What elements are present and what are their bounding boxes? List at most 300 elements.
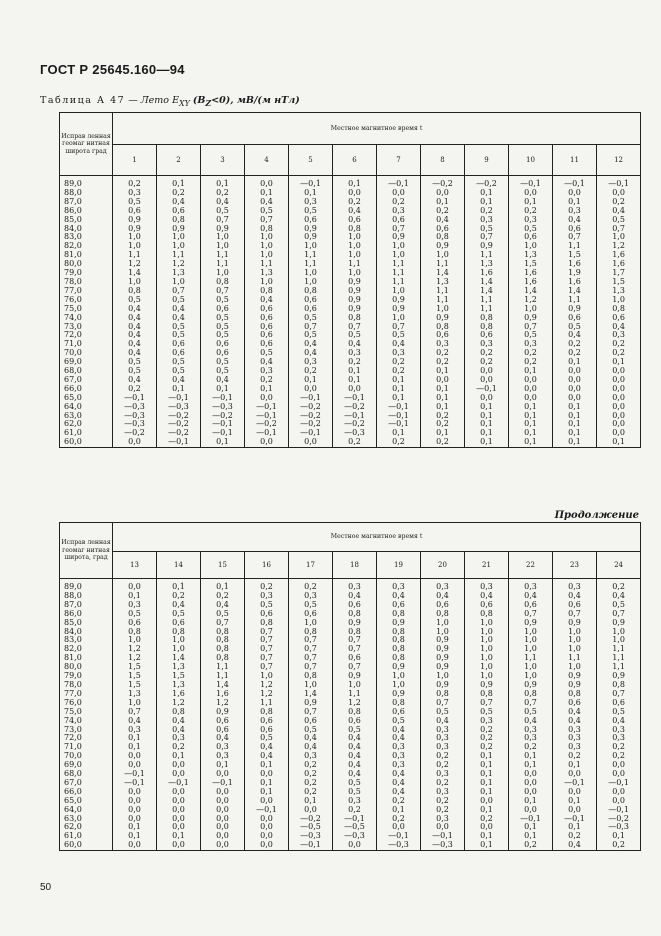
value-cell: 0,0 <box>333 385 377 394</box>
value-cell: 0,3 <box>377 349 421 358</box>
value-cell: 0,3 <box>113 189 157 198</box>
value-cell: 1,0 <box>289 242 333 251</box>
value-cell: 0,5 <box>289 726 333 735</box>
continued-label: Продолжение <box>554 510 639 521</box>
value-cell: 0,9 <box>333 619 377 628</box>
value-cell: 1,3 <box>157 269 201 278</box>
value-cell: 0,0 <box>289 385 333 394</box>
value-cell: 0,0 <box>113 579 157 592</box>
value-cell: 1,1 <box>201 251 245 260</box>
value-cell: 0,8 <box>245 708 289 717</box>
value-cell: —0,1 <box>245 806 289 815</box>
value-cell: 0,8 <box>509 690 553 699</box>
value-cell: 0,0 <box>113 797 157 806</box>
latitude-cell: 70,0 <box>60 752 113 761</box>
value-cell: 1,6 <box>509 278 553 287</box>
value-cell: 1,0 <box>421 672 465 681</box>
table-row <box>60 681 641 690</box>
value-cell: 0,7 <box>201 216 245 225</box>
value-cell: 1,0 <box>509 663 553 672</box>
value-cell: —0,1 <box>113 394 157 403</box>
column-header: 24 <box>597 552 641 579</box>
value-cell: 1,4 <box>157 654 201 663</box>
row-header: Исправ ленная геомаг нитная широта, град <box>60 523 113 579</box>
value-cell: 0,1 <box>245 761 289 770</box>
value-cell: 0,9 <box>201 225 245 234</box>
value-cell: 1,3 <box>597 287 641 296</box>
value-cell: 1,0 <box>113 242 157 251</box>
value-cell: 0,1 <box>377 806 421 815</box>
value-cell: 0,0 <box>245 770 289 779</box>
value-cell: 1,0 <box>377 242 421 251</box>
value-cell: 1,0 <box>333 233 377 242</box>
value-cell: 0,0 <box>201 788 245 797</box>
value-cell: 0,3 <box>553 207 597 216</box>
value-cell: 0,5 <box>201 610 245 619</box>
value-cell: 0,5 <box>245 601 289 610</box>
value-cell: 0,0 <box>201 823 245 832</box>
table-row <box>60 797 641 806</box>
value-cell: —0,2 <box>289 420 333 429</box>
table-row <box>60 207 641 216</box>
table-row <box>60 242 641 251</box>
value-cell: 0,0 <box>289 438 333 447</box>
value-cell: 0,6 <box>289 717 333 726</box>
value-cell: 0,1 <box>157 579 201 592</box>
value-cell: 0,4 <box>421 717 465 726</box>
value-cell: 0,2 <box>421 797 465 806</box>
table-row <box>60 708 641 717</box>
value-cell: 0,8 <box>597 305 641 314</box>
value-cell: 1,1 <box>421 260 465 269</box>
value-cell: 0,6 <box>333 601 377 610</box>
value-cell: 1,3 <box>465 260 509 269</box>
value-cell: 1,0 <box>157 636 201 645</box>
value-cell: 1,0 <box>113 278 157 287</box>
value-cell: 0,1 <box>509 797 553 806</box>
latitude-cell: 61,0 <box>60 429 113 438</box>
value-cell: 0,1 <box>509 752 553 761</box>
value-cell: —0,2 <box>421 176 465 189</box>
value-cell: —0,1 <box>245 429 289 438</box>
table-caption <box>40 95 300 108</box>
value-cell: 0,3 <box>289 592 333 601</box>
table-row <box>60 403 641 412</box>
value-cell: 1,0 <box>377 681 421 690</box>
value-cell: 0,6 <box>245 323 289 332</box>
value-cell: 0,2 <box>377 797 421 806</box>
value-cell: —0,1 <box>201 779 245 788</box>
value-cell: 0,2 <box>597 752 641 761</box>
value-cell: 0,0 <box>553 367 597 376</box>
value-cell: 0,1 <box>465 770 509 779</box>
value-cell: 0,1 <box>553 797 597 806</box>
value-cell: 0,5 <box>377 331 421 340</box>
group-header: Местное магнитное время t <box>113 523 641 552</box>
value-cell: 0,3 <box>553 743 597 752</box>
value-cell: —0,1 <box>597 779 641 788</box>
value-cell: 0,0 <box>509 779 553 788</box>
value-cell: —0,3 <box>157 403 201 412</box>
value-cell: 0,0 <box>201 815 245 824</box>
value-cell: 0,2 <box>421 420 465 429</box>
latitude-cell: 73,0 <box>60 323 113 332</box>
value-cell: 0,6 <box>597 699 641 708</box>
value-cell: —0,1 <box>201 429 245 438</box>
value-cell: 0,2 <box>289 761 333 770</box>
value-cell: —0,1 <box>333 394 377 403</box>
value-cell: 0,8 <box>245 619 289 628</box>
value-cell: 0,8 <box>421 690 465 699</box>
value-cell: 0,8 <box>201 278 245 287</box>
value-cell: 0,9 <box>421 242 465 251</box>
value-cell: 0,0 <box>157 770 201 779</box>
value-cell: 0,4 <box>157 726 201 735</box>
value-cell: 0,4 <box>333 761 377 770</box>
table-row <box>60 717 641 726</box>
value-cell: —0,2 <box>245 420 289 429</box>
caption-season: Лето <box>140 95 170 106</box>
value-cell: 0,4 <box>157 601 201 610</box>
value-cell: 0,0 <box>157 788 201 797</box>
latitude-cell: 72,0 <box>60 331 113 340</box>
value-cell: 0,1 <box>421 403 465 412</box>
value-cell: —0,5 <box>289 823 333 832</box>
value-cell: 0,1 <box>597 438 641 447</box>
value-cell: 0,0 <box>597 788 641 797</box>
value-cell: 0,6 <box>245 314 289 323</box>
latitude-cell: 77,0 <box>60 690 113 699</box>
value-cell: 0,9 <box>421 654 465 663</box>
table-row <box>60 412 641 421</box>
value-cell: 1,0 <box>465 654 509 663</box>
value-cell: 0,2 <box>377 815 421 824</box>
value-cell: 0,7 <box>509 323 553 332</box>
value-cell: 1,0 <box>289 619 333 628</box>
value-cell: 0,2 <box>421 207 465 216</box>
value-cell: 0,1 <box>465 752 509 761</box>
value-cell: 0,3 <box>333 579 377 592</box>
value-cell: —0,1 <box>289 429 333 438</box>
value-cell: 0,1 <box>377 394 421 403</box>
table-row <box>60 654 641 663</box>
latitude-cell: 81,0 <box>60 654 113 663</box>
value-cell: 0,0 <box>597 376 641 385</box>
value-cell: 0,7 <box>245 628 289 637</box>
value-cell: 0,4 <box>113 305 157 314</box>
table-row <box>60 251 641 260</box>
value-cell: 0,2 <box>201 189 245 198</box>
value-cell: 0,2 <box>113 385 157 394</box>
value-cell: 0,5 <box>157 331 201 340</box>
value-cell: 1,1 <box>377 260 421 269</box>
value-cell: 0,5 <box>157 610 201 619</box>
value-cell: 0,4 <box>289 734 333 743</box>
value-cell: 1,1 <box>113 251 157 260</box>
value-cell: 0,0 <box>157 806 201 815</box>
value-cell: 0,0 <box>245 832 289 841</box>
value-cell: 0,2 <box>157 189 201 198</box>
latitude-cell: 83,0 <box>60 233 113 242</box>
value-cell: 0,5 <box>113 610 157 619</box>
value-cell: 0,0 <box>597 420 641 429</box>
value-cell: 0,9 <box>377 305 421 314</box>
value-cell: 0,1 <box>509 412 553 421</box>
value-cell: 0,0 <box>597 412 641 421</box>
value-cell: 0,2 <box>245 579 289 592</box>
table-row <box>60 672 641 681</box>
value-cell: 0,1 <box>333 367 377 376</box>
value-cell: 0,4 <box>597 717 641 726</box>
value-cell: 0,1 <box>465 832 509 841</box>
latitude-cell: 79,0 <box>60 672 113 681</box>
table-row <box>60 628 641 637</box>
value-cell: 0,1 <box>157 176 201 189</box>
value-cell: 1,6 <box>597 260 641 269</box>
value-cell: 0,4 <box>377 779 421 788</box>
value-cell: 0,9 <box>421 636 465 645</box>
value-cell: 0,5 <box>333 788 377 797</box>
value-cell: 0,4 <box>201 198 245 207</box>
value-cell: 0,4 <box>333 752 377 761</box>
value-cell: —0,1 <box>201 394 245 403</box>
latitude-cell: 79,0 <box>60 269 113 278</box>
value-cell: —0,1 <box>509 176 553 189</box>
table-row <box>60 394 641 403</box>
value-cell: 0,4 <box>377 734 421 743</box>
value-cell: 0,8 <box>465 314 509 323</box>
value-cell: 0,1 <box>509 198 553 207</box>
value-cell: 0,0 <box>245 438 289 447</box>
table-row <box>60 815 641 824</box>
column-header: 1 <box>113 145 157 176</box>
value-cell: 0,9 <box>377 296 421 305</box>
value-cell: 0,8 <box>377 645 421 654</box>
latitude-cell: 82,0 <box>60 645 113 654</box>
value-cell: 0,2 <box>465 358 509 367</box>
value-cell: 0,4 <box>157 376 201 385</box>
table-row <box>60 788 641 797</box>
value-cell: 0,4 <box>333 207 377 216</box>
table-row <box>60 579 641 592</box>
value-cell: 0,4 <box>509 717 553 726</box>
value-cell: 0,1 <box>509 823 553 832</box>
value-cell: 0,5 <box>509 331 553 340</box>
value-cell: 0,0 <box>465 376 509 385</box>
value-cell: 0,2 <box>333 358 377 367</box>
value-cell: —0,1 <box>465 385 509 394</box>
value-cell: 0,2 <box>289 770 333 779</box>
table-row <box>60 645 641 654</box>
value-cell: 0,8 <box>333 708 377 717</box>
value-cell: 0,2 <box>465 734 509 743</box>
value-cell: 0,1 <box>421 429 465 438</box>
value-cell: 0,8 <box>421 610 465 619</box>
value-cell: 0,5 <box>201 207 245 216</box>
value-cell: 0,0 <box>157 797 201 806</box>
value-cell: 1,4 <box>113 269 157 278</box>
value-cell: 0,0 <box>597 394 641 403</box>
value-cell: 0,6 <box>245 340 289 349</box>
value-cell: 0,0 <box>201 841 245 850</box>
value-cell: 0,1 <box>113 823 157 832</box>
value-cell: 0,1 <box>553 412 597 421</box>
value-cell: 0,7 <box>289 654 333 663</box>
table-row <box>60 752 641 761</box>
value-cell: 0,2 <box>421 349 465 358</box>
value-cell: 1,1 <box>553 654 597 663</box>
value-cell: 0,9 <box>333 287 377 296</box>
value-cell: 0,2 <box>597 579 641 592</box>
value-cell: 0,6 <box>201 340 245 349</box>
value-cell: 0,4 <box>465 592 509 601</box>
value-cell: 1,0 <box>245 242 289 251</box>
value-cell: 0,9 <box>333 296 377 305</box>
value-cell: 0,3 <box>509 216 553 225</box>
value-cell: 1,0 <box>597 628 641 637</box>
value-cell: 0,1 <box>201 761 245 770</box>
value-cell: 0,6 <box>289 296 333 305</box>
value-cell: 1,4 <box>421 269 465 278</box>
value-cell: 0,5 <box>509 708 553 717</box>
value-cell: 0,4 <box>553 841 597 850</box>
value-cell: 0,8 <box>377 699 421 708</box>
value-cell: 0,5 <box>201 331 245 340</box>
value-cell: 0,9 <box>377 690 421 699</box>
page-number: 50 <box>40 882 52 893</box>
value-cell: 1,0 <box>245 233 289 242</box>
value-cell: 0,3 <box>509 734 553 743</box>
value-cell: 0,2 <box>421 412 465 421</box>
value-cell: 0,3 <box>289 358 333 367</box>
value-cell: 0,1 <box>421 394 465 403</box>
value-cell: 0,5 <box>201 296 245 305</box>
value-cell: 0,9 <box>377 233 421 242</box>
value-cell: —0,3 <box>113 412 157 421</box>
value-cell: 0,8 <box>289 628 333 637</box>
value-cell: 1,0 <box>377 251 421 260</box>
value-cell: 0,6 <box>201 305 245 314</box>
value-cell: 0,6 <box>421 601 465 610</box>
latitude-cell: 88,0 <box>60 592 113 601</box>
table-row <box>60 841 641 850</box>
latitude-cell: 76,0 <box>60 296 113 305</box>
value-cell: 0,8 <box>113 287 157 296</box>
latitude-cell: 66,0 <box>60 385 113 394</box>
value-cell: 0,1 <box>553 429 597 438</box>
value-cell: 1,0 <box>289 681 333 690</box>
value-cell: 0,5 <box>333 779 377 788</box>
value-cell: —0,3 <box>333 832 377 841</box>
value-cell: 1,9 <box>553 269 597 278</box>
value-cell: 0,1 <box>597 358 641 367</box>
value-cell: 0,9 <box>421 663 465 672</box>
latitude-cell: 80,0 <box>60 260 113 269</box>
value-cell: 0,0 <box>157 761 201 770</box>
value-cell: 0,9 <box>333 672 377 681</box>
table-row <box>60 823 641 832</box>
value-cell: 0,0 <box>157 815 201 824</box>
value-cell: 0,1 <box>509 367 553 376</box>
value-cell: 0,4 <box>245 752 289 761</box>
caption-formula: E <box>172 95 179 106</box>
value-cell: 1,0 <box>553 636 597 645</box>
value-cell: 1,1 <box>201 672 245 681</box>
value-cell: 0,0 <box>201 806 245 815</box>
value-cell: 0,0 <box>245 841 289 850</box>
value-cell: 0,9 <box>421 681 465 690</box>
table-row <box>60 770 641 779</box>
value-cell: 0,5 <box>465 225 509 234</box>
value-cell: 1,0 <box>465 645 509 654</box>
value-cell: 0,1 <box>553 198 597 207</box>
value-cell: 0,0 <box>113 815 157 824</box>
value-cell: 0,2 <box>289 788 333 797</box>
value-cell: 0,7 <box>465 699 509 708</box>
value-cell: 0,0 <box>509 806 553 815</box>
value-cell: 1,0 <box>201 242 245 251</box>
value-cell: 0,4 <box>377 770 421 779</box>
table-row <box>60 690 641 699</box>
value-cell: 0,3 <box>465 717 509 726</box>
value-cell: 0,8 <box>465 323 509 332</box>
value-cell: 0,4 <box>113 323 157 332</box>
value-cell: 0,7 <box>289 645 333 654</box>
value-cell: —0,3 <box>289 832 333 841</box>
value-cell: 1,4 <box>465 278 509 287</box>
column-header: 2 <box>157 145 201 176</box>
value-cell: —0,2 <box>113 429 157 438</box>
value-cell: 0,1 <box>377 429 421 438</box>
value-cell: 0,2 <box>377 198 421 207</box>
value-cell: 0,6 <box>333 717 377 726</box>
value-cell: 0,9 <box>333 278 377 287</box>
value-cell: 0,6 <box>201 726 245 735</box>
value-cell: 0,8 <box>465 610 509 619</box>
value-cell: 0,9 <box>509 681 553 690</box>
value-cell: 1,1 <box>553 242 597 251</box>
caption-formula-sub: XY <box>179 98 190 108</box>
value-cell: 0,3 <box>377 207 421 216</box>
value-cell: 0,1 <box>465 841 509 850</box>
value-cell: 0,1 <box>465 438 509 447</box>
value-cell: 0,4 <box>157 198 201 207</box>
value-cell: 0,0 <box>597 429 641 438</box>
value-cell: 0,1 <box>333 376 377 385</box>
value-cell: 0,1 <box>289 189 333 198</box>
latitude-cell: 62,0 <box>60 823 113 832</box>
value-cell: 0,2 <box>465 349 509 358</box>
latitude-cell: 84,0 <box>60 628 113 637</box>
value-cell: 0,3 <box>509 726 553 735</box>
latitude-cell: 82,0 <box>60 242 113 251</box>
value-cell: 0,2 <box>421 438 465 447</box>
value-cell: 0,9 <box>553 672 597 681</box>
table-row <box>60 260 641 269</box>
table-row <box>60 761 641 770</box>
value-cell: 1,0 <box>509 672 553 681</box>
value-cell: 1,0 <box>289 278 333 287</box>
value-cell: 0,3 <box>245 367 289 376</box>
value-cell: 0,3 <box>377 579 421 592</box>
table-row <box>60 726 641 735</box>
value-cell: 0,2 <box>553 340 597 349</box>
latitude-cell: 87,0 <box>60 601 113 610</box>
value-cell: 0,0 <box>553 189 597 198</box>
table-row <box>60 429 641 438</box>
value-cell: 1,0 <box>553 663 597 672</box>
table-row <box>60 592 641 601</box>
